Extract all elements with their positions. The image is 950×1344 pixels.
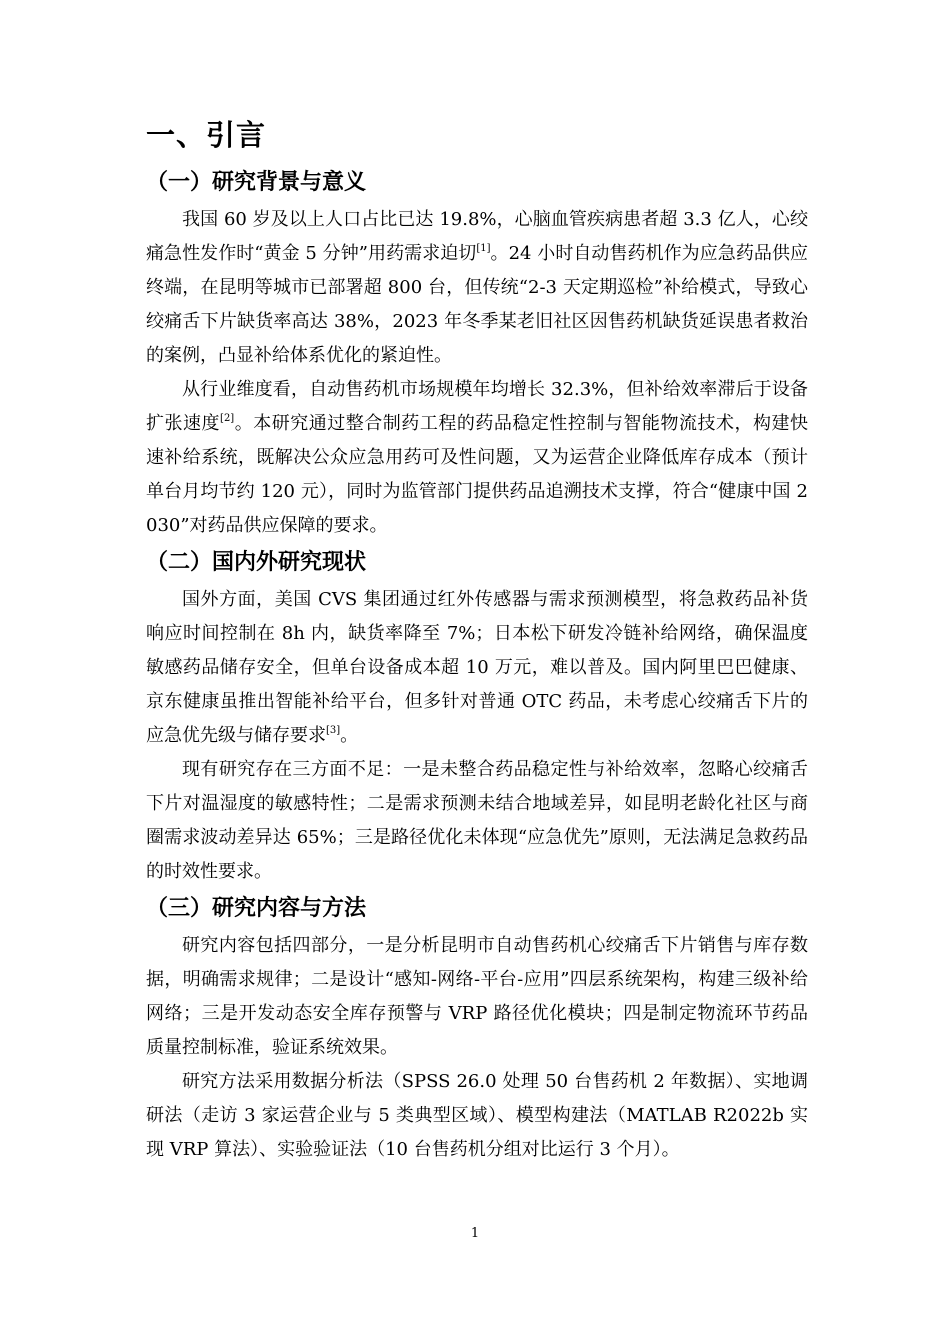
paragraph: 我国 60 岁及以上人口占比已达 19.8%，心脑血管疾病患者超 3.3 亿人，心绞痛急性发作时“黄金 5 分钟”用药需求迫切[1]。24 小时自动售药机作为应急药品供应终端，在昆明等城市已部署超 800 台，但传统“2-3 天定期巡检”补给模式，导致心绞痛舌下片缺货率高达 38%，2023 年冬季某老旧社区因售药机缺货延误患者救治的案例，凸显补给体系优化的紧迫性。 [146,209,808,366]
section-title: （二）国内外研究现状 [146,550,367,575]
section-title: （一）研究背景与意义 [146,170,367,195]
citation: [3] [326,725,341,736]
citation: [2] [220,413,235,424]
paragraph: 从行业维度看，自动售药机市场规模年均增长 32.3%，但补给效率滞后于设备扩张速度[2]。本研究通过整合制药工程的药品稳定性控制与智能物流技术，构建快速补给系统，既解决公众应急用药可及性问题，又为运营企业降低库存成本（预计单台月均节约 120 元），同时为监管部门提供药品追溯技术支撑，符合“健康中国 2030”对药品供应保障的要求。 [146,379,809,536]
section-background [146,163,808,543]
section-research-status [146,543,808,889]
page-content [146,113,808,1167]
paragraph: 研究方法采用数据分析法（SPSS 26.0 处理 50 台售药机 2 年数据）、实地调研法（走访 3 家运营企业与 5 类典型区域）、模型构建法（MATLAB R2022b 实现 VRP 算法）、实验验证法（10 台售药机分组对比运行 3 个月）。 [146,1071,808,1160]
citation: [1] [476,243,491,254]
page-number: 1 [470,1226,480,1241]
section-title: （三）研究内容与方法 [146,896,367,921]
chapter-heading: 一、引言 [146,118,267,152]
paragraph: 国外方面，美国 CVS 集团通过红外传感器与需求预测模型，将急救药品补货响应时间控制在 8h 内，缺货率降至 7%；日本松下研发冷链补给网络，确保温度敏感药品储存安全，但单台设备成本超 10 万元，难以普及。国内阿里巴巴健康、京东健康虽推出智能补给平台，但多针对普通 OTC 药品，未考虑心绞痛舌下片的应急优先级与储存要求[3]。 [146,589,808,746]
paragraph: 研究内容包括四部分，一是分析昆明市自动售药机心绞痛舌下片销售与库存数据，明确需求规律；二是设计“感知-网络-平台-应用”四层系统架构，构建三级补给网络；三是开发动态安全库存预警与 VRP 路径优化模块；四是制定物流环节药品质量控制标准，验证系统效果。 [146,935,808,1058]
paragraph: 现有研究存在三方面不足：一是未整合药品稳定性与补给效率，忽略心绞痛舌下片对温湿度的敏感特性；二是需求预测未结合地域差异，如昆明老龄化社区与商圈需求波动差异达 65%；三是路径优化未体现“应急优先”原则，无法满足急救药品的时效性要求。 [146,759,808,882]
section-content-methods [146,889,808,1167]
